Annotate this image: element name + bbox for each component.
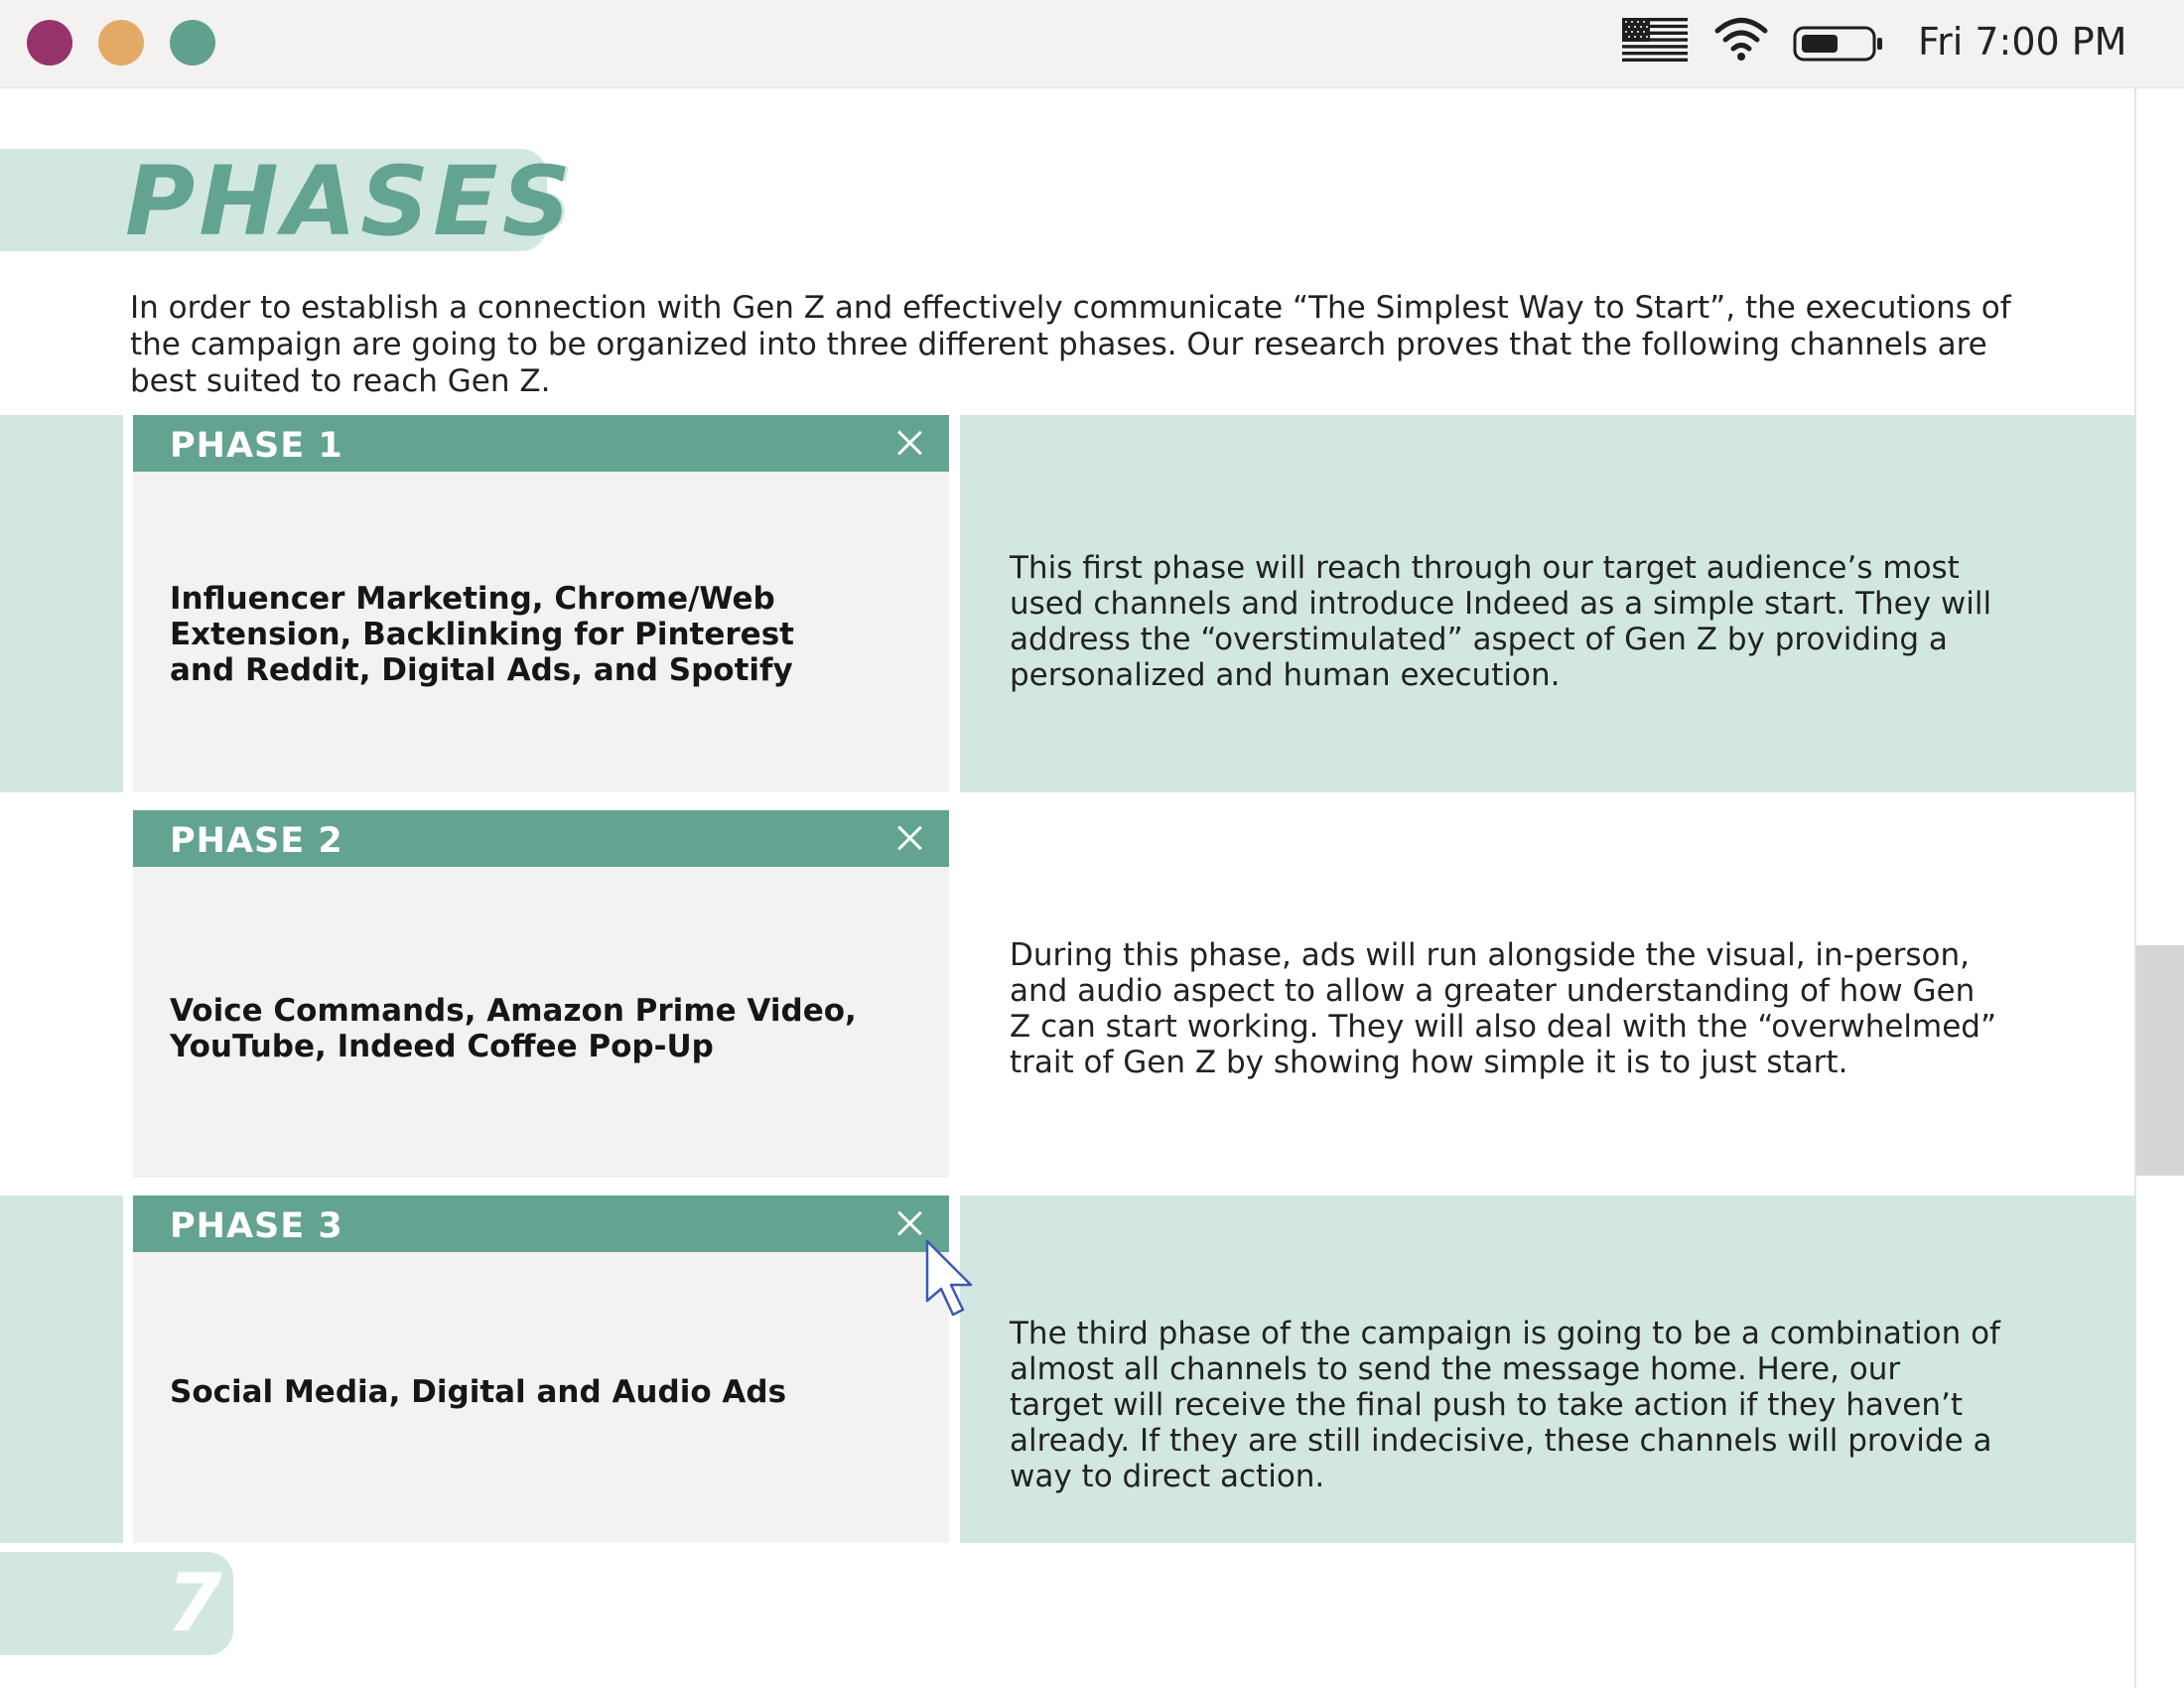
phase-1-label: PHASE 1 <box>170 426 343 466</box>
menu-bar-clock[interactable]: Fri 7:00 PM <box>1918 20 2127 64</box>
phase-2-channels: Voice Commands, Amazon Prime Video, YouTube, Indeed Coffee Pop-Up <box>170 993 857 1064</box>
phase-1-channels: Influencer Marketing, Chrome/Web Extension, Backlinking for Pinterest and Reddit, Digital Ads, and Spotify <box>170 581 794 688</box>
phase-2-card-header <box>133 810 949 867</box>
phase-1-description: This first phase will reach through our target audience’s most used channels and introduce Indeed as a simple start. They will address the “overstimulated” aspect of Gen Z by providing a personalized and human execution. <box>1010 550 1992 693</box>
mouse-cursor-icon <box>923 1239 993 1323</box>
scrollbar-track[interactable] <box>2134 88 2184 1688</box>
window-minimize-button[interactable] <box>98 20 144 66</box>
phase-3-channels: Social Media, Digital and Audio Ads <box>170 1374 787 1410</box>
phase-1-description-panel <box>960 415 2134 792</box>
page-number: 7 <box>167 1557 222 1649</box>
phase-3-side-strip <box>0 1196 123 1543</box>
phase-2-card <box>133 810 949 1178</box>
phase-1-side-strip <box>0 415 123 792</box>
phase-3-label: PHASE 3 <box>170 1206 343 1246</box>
window-close-button[interactable] <box>27 20 72 66</box>
battery-icon[interactable] <box>1793 24 1884 64</box>
intro-paragraph: In order to establish a connection with Gen Z and effectively communicate “The Simplest Way to Start”, the executions of the campaign are going to be organized into three different phases. Our research proves that the following channels are best suited to reach Gen Z. <box>130 290 2011 399</box>
scrollbar-thumb[interactable] <box>2136 945 2184 1176</box>
us-flag-icon[interactable] <box>1622 18 1688 62</box>
phase-3-card <box>133 1196 949 1543</box>
phase-1-close-icon[interactable] <box>895 429 923 457</box>
document-page <box>0 88 2134 1688</box>
menu-bar <box>0 0 2184 88</box>
phase-3-description: The third phase of the campaign is going to be a combination of almost all channels to send the message home. Here, our target will receive the final push to take action if they haven’t already. If they are still indecisive, these channels will provide a way to direct action. <box>1010 1316 2000 1494</box>
window-maximize-button[interactable] <box>170 20 215 66</box>
phase-2-close-icon[interactable] <box>895 824 923 852</box>
phase-3-card-header <box>133 1196 949 1252</box>
wifi-icon[interactable] <box>1713 14 1769 64</box>
phase-3-description-panel <box>960 1196 2134 1543</box>
phase-2-description: During this phase, ads will run alongside the visual, in-person, and audio aspect to allow a greater understanding of how Gen Z can start working. They will also deal with the “overwhelmed” trait of Gen Z by showing how simple it is to just start. <box>1010 937 1997 1080</box>
page-title: PHASES <box>125 146 575 257</box>
phase-1-card-header <box>133 415 949 472</box>
phase-3-close-icon[interactable] <box>895 1209 923 1237</box>
phase-2-description-panel <box>960 810 2134 1178</box>
phase-1-card <box>133 415 949 792</box>
phase-2-label: PHASE 2 <box>170 821 343 861</box>
